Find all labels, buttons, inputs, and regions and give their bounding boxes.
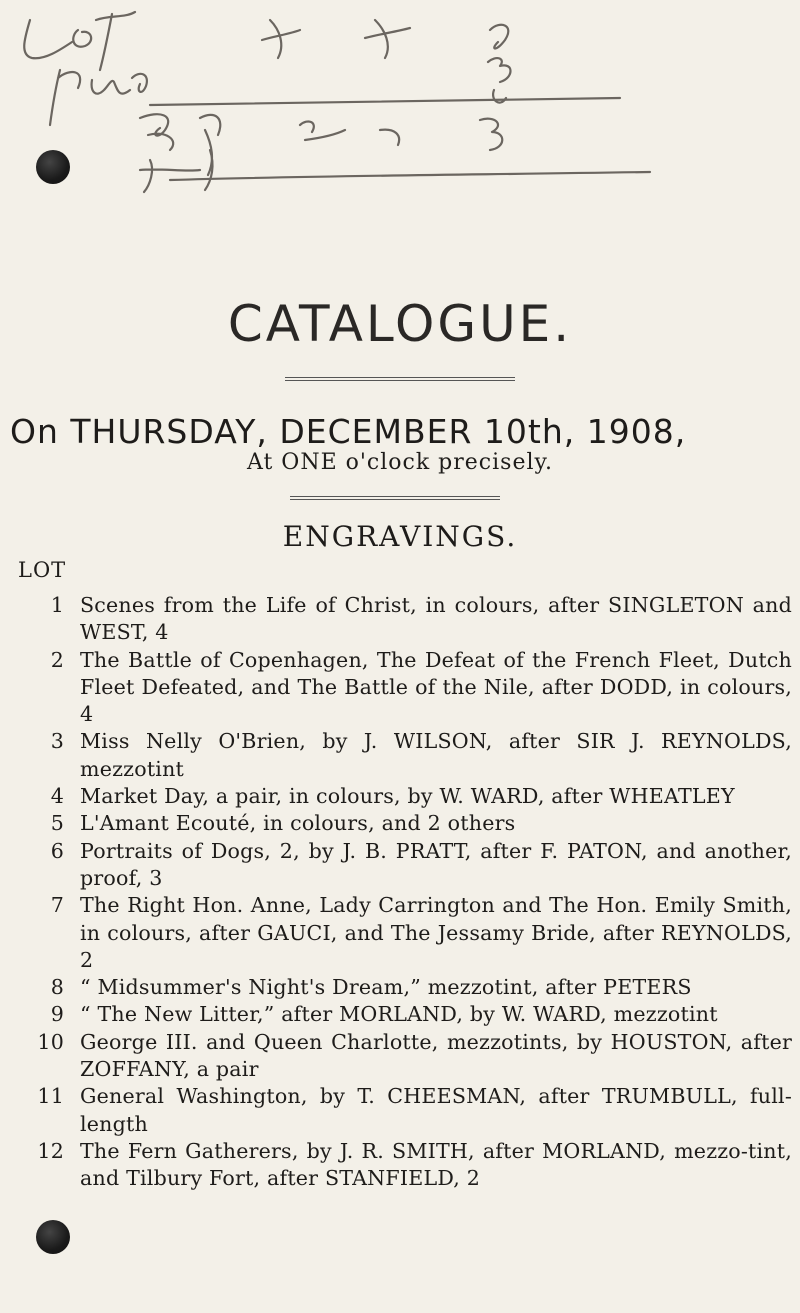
handwritten-annotations — [0, 0, 800, 300]
lot-description: “ The New Litter,” after MORLAND, by W. WARD, mezzotint — [80, 1002, 718, 1027]
lot-entry — [0, 974, 800, 1001]
lot-description: “ Midsummer's Night's Dream,” mezzotint, after PETERS — [80, 975, 692, 1000]
lot-description: Market Day, a pair, in colours, by W. WARD, after WHEATLEY — [80, 784, 735, 809]
lot-entry — [0, 1029, 800, 1084]
lot-entry — [0, 1083, 800, 1138]
lot-number: 7 — [50, 893, 64, 918]
lot-description: L'Amant Ecouté, in colours, and 2 others — [80, 811, 516, 836]
lot-number: 6 — [50, 838, 64, 863]
lot-entry — [0, 892, 800, 974]
lot-description: The Battle of Copenhagen, The Defeat of the French Fleet, Dutch Fleet Defeated, and The Battle of the Nile, after DODD, in colours, 4 — [80, 647, 792, 727]
lot-entry — [0, 728, 800, 783]
title-rule — [285, 377, 515, 381]
section-heading: ENGRAVINGS. — [282, 520, 518, 553]
lot-number: 9 — [50, 1002, 64, 1027]
lot-column-label: LOT — [18, 558, 67, 582]
lot-number: 8 — [50, 975, 64, 1000]
lot-description: Miss Nelly O'Brien, by J. WILSON, after SIR J. REYNOLDS, mezzotint — [80, 729, 792, 781]
lot-number: 4 — [50, 784, 64, 809]
binding-hole-top — [36, 150, 70, 184]
section-rule — [290, 496, 500, 500]
lot-description: Portraits of Dogs, 2, by J. B. PRATT, after F. PATON, and another, proof, 3 — [80, 838, 792, 890]
lot-entry — [0, 1138, 800, 1193]
lot-entry — [0, 810, 800, 837]
lot-number: 5 — [50, 811, 64, 836]
lot-entry — [0, 647, 800, 729]
lot-number: 12 — [37, 1138, 64, 1163]
lot-entry — [0, 592, 800, 647]
lot-number: 1 — [50, 593, 64, 617]
lot-description: The Fern Gatherers, by J. R. SMITH, after MORLAND, mezzo-tint, and Tilbury Fort, after STANFIELD, 2 — [80, 1138, 792, 1191]
lot-number: 11 — [37, 1084, 64, 1109]
lot-number: 10 — [37, 1029, 64, 1054]
sale-time: At ONE o'clock precisely. — [246, 450, 554, 475]
lot-entry — [0, 1001, 800, 1028]
lot-list — [0, 592, 800, 1193]
lot-description: Scenes from the Life of Christ, in colours, after SINGLETON and WEST, 4 — [80, 593, 792, 645]
lot-entry — [0, 783, 800, 810]
lot-entry — [0, 838, 800, 893]
catalogue-title: CATALOGUE. — [227, 295, 573, 353]
lot-description: General Washington, by T. CHEESMAN, after TRUMBULL, full-length — [80, 1084, 792, 1136]
sale-dateline: On THURSDAY, DECEMBER 10th, 1908, — [10, 412, 687, 451]
lot-number: 3 — [50, 729, 64, 754]
binding-hole-bottom — [36, 1220, 70, 1254]
lot-number: 2 — [50, 647, 64, 672]
lot-description: The Right Hon. Anne, Lady Carrington and The Hon. Emily Smith, in colours, after GAUCI, and The Jessamy Bride, after REYNOLDS, 2 — [80, 893, 792, 972]
lot-description: George III. and Queen Charlotte, mezzotints, by HOUSTON, after ZOFFANY, a pair — [80, 1029, 792, 1082]
